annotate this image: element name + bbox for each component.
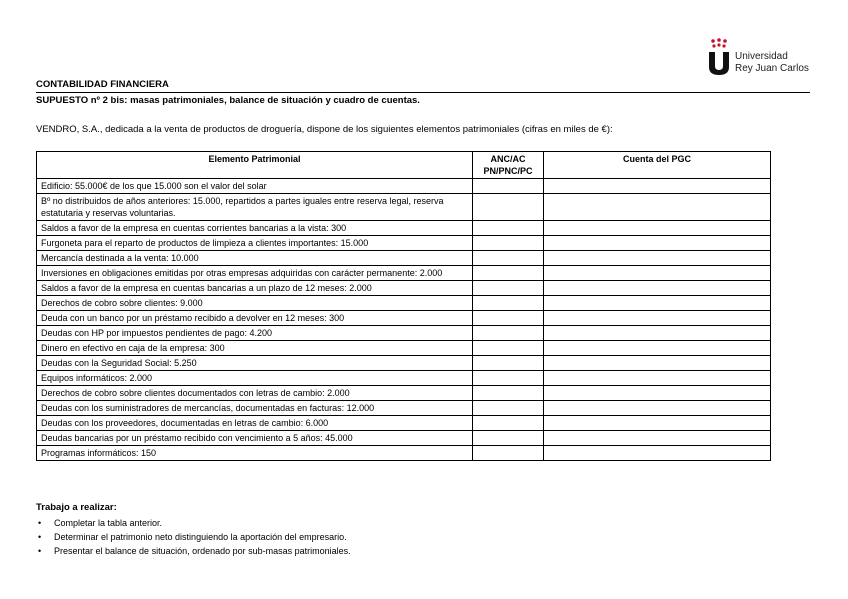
tasks-title: Trabajo a realizar: (36, 502, 117, 513)
patrimonial-elements-table (36, 151, 771, 461)
table-row (37, 281, 771, 296)
cell-elemento: Deudas con HP por impuestos pendientes de pago: 4.200 (37, 326, 473, 341)
cell-tipo[interactable] (473, 221, 544, 236)
cell-elemento: Inversiones en obligaciones emitidas por otras empresas adquiridas con carácter permanente: 2.000 (37, 266, 473, 281)
cell-tipo[interactable] (473, 311, 544, 326)
cell-tipo[interactable] (473, 356, 544, 371)
cell-elemento: Deudas bancarias por un préstamo recibido con vencimiento a 5 años: 45.000 (37, 431, 473, 446)
exercise-title: SUPUESTO nº 2 bis: masas patrimoniales, balance de situación y cuadro de cuentas. (36, 95, 420, 106)
cell-cuenta[interactable] (544, 326, 771, 341)
task-item: • Presentar el balance de situación, ordenado por sub-masas patrimoniales. (36, 544, 351, 558)
cell-elemento: Deuda con un banco por un préstamo recibido a devolver en 12 meses: 300 (37, 311, 473, 326)
tasks-section (36, 502, 351, 558)
cell-elemento: Bº no distribuidos de años anteriores: 15.000, repartidos a partes iguales entre reserva legal, reserva estatutaria y reservas voluntarias. (37, 194, 473, 221)
cell-elemento: Programas informáticos: 150 (37, 446, 473, 461)
table-row (37, 401, 771, 416)
header-tipo: ANC/AC PN/PNC/PC (473, 152, 544, 179)
university-name-line2: Rey Juan Carlos (735, 62, 809, 74)
table-row (37, 371, 771, 386)
university-logo (706, 38, 816, 78)
cell-elemento: Saldos a favor de la empresa en cuentas bancarias a un plazo de 12 meses: 2.000 (37, 281, 473, 296)
cell-tipo[interactable] (473, 371, 544, 386)
task-item: • Completar la tabla anterior. (36, 516, 351, 530)
cell-elemento: Mercancía destinada a la venta: 10.000 (37, 251, 473, 266)
cell-cuenta[interactable] (544, 251, 771, 266)
cell-tipo[interactable] (473, 281, 544, 296)
cell-cuenta[interactable] (544, 356, 771, 371)
table-row (37, 251, 771, 266)
cell-cuenta[interactable] (544, 416, 771, 431)
course-title: CONTABILIDAD FINANCIERA (36, 79, 169, 90)
cell-elemento: Deudas con los proveedores, documentadas en letras de cambio: 6.000 (37, 416, 473, 431)
cell-cuenta[interactable] (544, 311, 771, 326)
table-row (37, 386, 771, 401)
cell-tipo[interactable] (473, 266, 544, 281)
cell-cuenta[interactable] (544, 236, 771, 251)
table-row (37, 431, 771, 446)
cell-cuenta[interactable] (544, 371, 771, 386)
cell-elemento: Furgoneta para el reparto de productos de limpieza a clientes importantes: 15.000 (37, 236, 473, 251)
cell-tipo[interactable] (473, 179, 544, 194)
table-row (37, 296, 771, 311)
cell-elemento: Equipos informáticos: 2.000 (37, 371, 473, 386)
cell-tipo[interactable] (473, 416, 544, 431)
cell-cuenta[interactable] (544, 296, 771, 311)
cell-elemento: Derechos de cobro sobre clientes documentados con letras de cambio: 2.000 (37, 386, 473, 401)
cell-elemento: Deudas con la Seguridad Social: 5.250 (37, 356, 473, 371)
cell-tipo[interactable] (473, 431, 544, 446)
cell-elemento: Deudas con los suministradores de mercancías, documentadas en facturas: 12.000 (37, 401, 473, 416)
cell-tipo[interactable] (473, 251, 544, 266)
tasks-list (36, 516, 351, 558)
cell-tipo[interactable] (473, 236, 544, 251)
cell-cuenta[interactable] (544, 194, 771, 221)
intro-paragraph: VENDRO, S.A., dedicada a la venta de productos de droguería, dispone de los siguientes elementos patrimoniales (cifras en miles de €): (36, 124, 613, 135)
table-row (37, 326, 771, 341)
cell-cuenta[interactable] (544, 221, 771, 236)
cell-cuenta[interactable] (544, 179, 771, 194)
cell-cuenta[interactable] (544, 386, 771, 401)
university-name-line1: Universidad (735, 51, 788, 62)
cell-cuenta[interactable] (544, 446, 771, 461)
cell-elemento: Edificio: 55.000€ de los que 15.000 son el valor del solar (37, 179, 473, 194)
cell-elemento: Derechos de cobro sobre clientes: 9.000 (37, 296, 473, 311)
cell-elemento: Dinero en efectivo en caja de la empresa: 300 (37, 341, 473, 356)
cell-tipo[interactable] (473, 386, 544, 401)
cell-tipo[interactable] (473, 401, 544, 416)
table-row (37, 221, 771, 236)
document-header (36, 78, 810, 93)
cell-cuenta[interactable] (544, 431, 771, 446)
table-row (37, 179, 771, 194)
table-row (37, 194, 771, 221)
university-name (735, 51, 809, 74)
cell-tipo[interactable] (473, 194, 544, 221)
table-row (37, 236, 771, 251)
table-header-row (37, 152, 771, 179)
cell-elemento: Saldos a favor de la empresa en cuentas corrientes bancarias a la vista: 300 (37, 221, 473, 236)
table-row (37, 311, 771, 326)
header-elemento: Elemento Patrimonial (37, 152, 473, 179)
cell-tipo[interactable] (473, 296, 544, 311)
cell-cuenta[interactable] (544, 281, 771, 296)
urjc-logo-icon (706, 38, 732, 76)
task-item: • Determinar el patrimonio neto distinguiendo la aportación del empresario. (36, 530, 351, 544)
cell-tipo[interactable] (473, 326, 544, 341)
cell-tipo[interactable] (473, 341, 544, 356)
cell-cuenta[interactable] (544, 401, 771, 416)
table-row (37, 416, 771, 431)
cell-cuenta[interactable] (544, 341, 771, 356)
table-row (37, 341, 771, 356)
table-row (37, 266, 771, 281)
cell-cuenta[interactable] (544, 266, 771, 281)
cell-tipo[interactable] (473, 446, 544, 461)
table-row (37, 356, 771, 371)
header-cuenta: Cuenta del PGC (544, 152, 771, 179)
table-row (37, 446, 771, 461)
